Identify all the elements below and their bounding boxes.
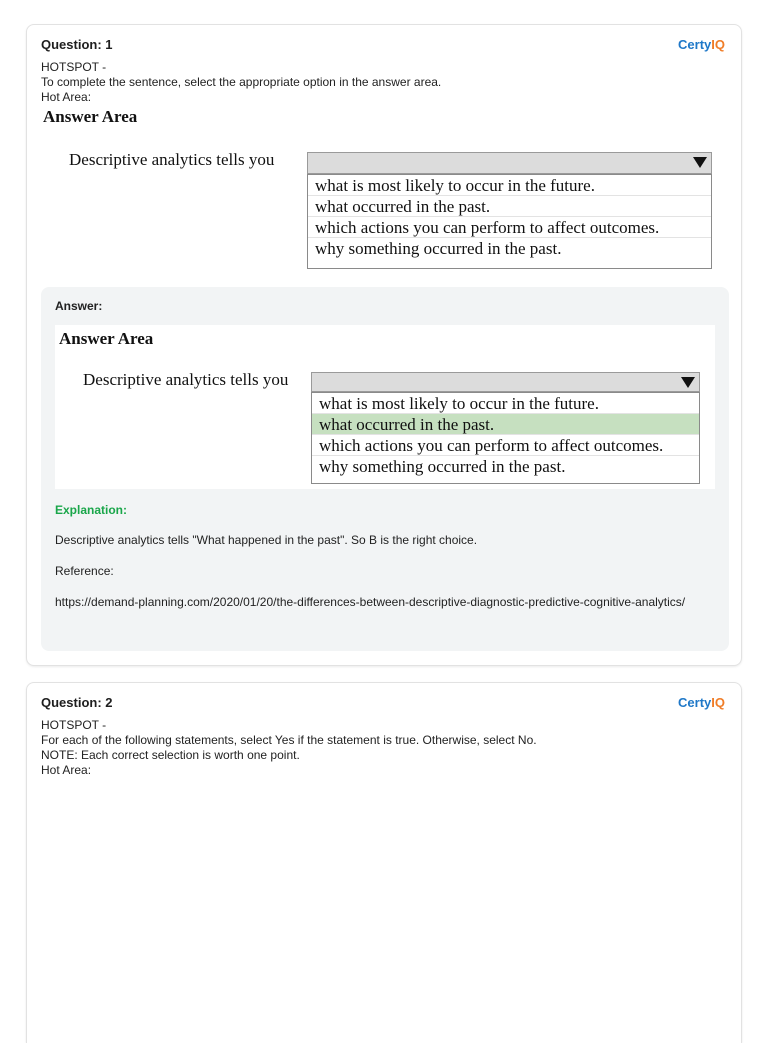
question-card-2 [26, 682, 742, 1043]
intro-line: NOTE: Each correct selection is worth one point. [41, 748, 300, 762]
reference-link[interactable]: https://demand-planning.com/2020/01/20/the-differences-between-descriptive-diagnostic-predictive-cognitive-analytics/ [55, 595, 686, 609]
question-intro [41, 60, 441, 105]
option-item[interactable]: what is most likely to occur in the future. [308, 175, 711, 196]
dropdown-arrow-icon [681, 377, 695, 388]
intro-line: Hot Area: [41, 90, 92, 104]
dropdown-arrow-icon [693, 157, 707, 168]
intro-line: Hot Area: [41, 763, 92, 777]
question-intro [41, 718, 537, 778]
answer-dropdown[interactable] [307, 152, 712, 174]
option-item[interactable]: which actions you can perform to affect outcomes. [308, 217, 711, 238]
answer-image [55, 325, 715, 489]
sentence-text: Descriptive analytics tells you [83, 370, 289, 389]
question-card-1 [26, 24, 742, 666]
answer-label: Answer: [55, 299, 103, 313]
reference-label: Reference: [55, 564, 114, 578]
answer-dropdown [311, 372, 700, 392]
option-item: what is most likely to occur in the future. [312, 393, 699, 414]
dropdown-options [311, 392, 700, 484]
certyiq-logo: CertyIQ [678, 37, 725, 52]
answer-area-title: Answer Area [59, 329, 154, 348]
intro-line: For each of the following statements, select Yes if the statement is true. Otherwise, select No. [41, 733, 537, 747]
answer-section [41, 287, 729, 651]
explanation-text: Descriptive analytics tells "What happened in the past". So B is the right choice. [55, 533, 478, 547]
explanation-label: Explanation: [55, 503, 128, 517]
certyiq-logo: CertyIQ [678, 695, 725, 710]
option-item-selected: what occurred in the past. [312, 414, 699, 435]
option-item[interactable]: why something occurred in the past. [315, 239, 562, 258]
option-item: why something occurred in the past. [319, 457, 566, 476]
option-item[interactable]: what occurred in the past. [308, 196, 711, 217]
intro-line: HOTSPOT - [41, 60, 107, 74]
dropdown-options [307, 174, 712, 269]
option-item: which actions you can perform to affect outcomes. [312, 435, 699, 456]
intro-line: HOTSPOT - [41, 718, 107, 732]
answer-area-title: Answer Area [43, 107, 138, 126]
question-title: Question: 2 [41, 695, 113, 710]
question-title: Question: 1 [41, 37, 113, 52]
intro-line: To complete the sentence, select the appropriate option in the answer area. [41, 75, 442, 89]
sentence-text: Descriptive analytics tells you [69, 150, 275, 169]
